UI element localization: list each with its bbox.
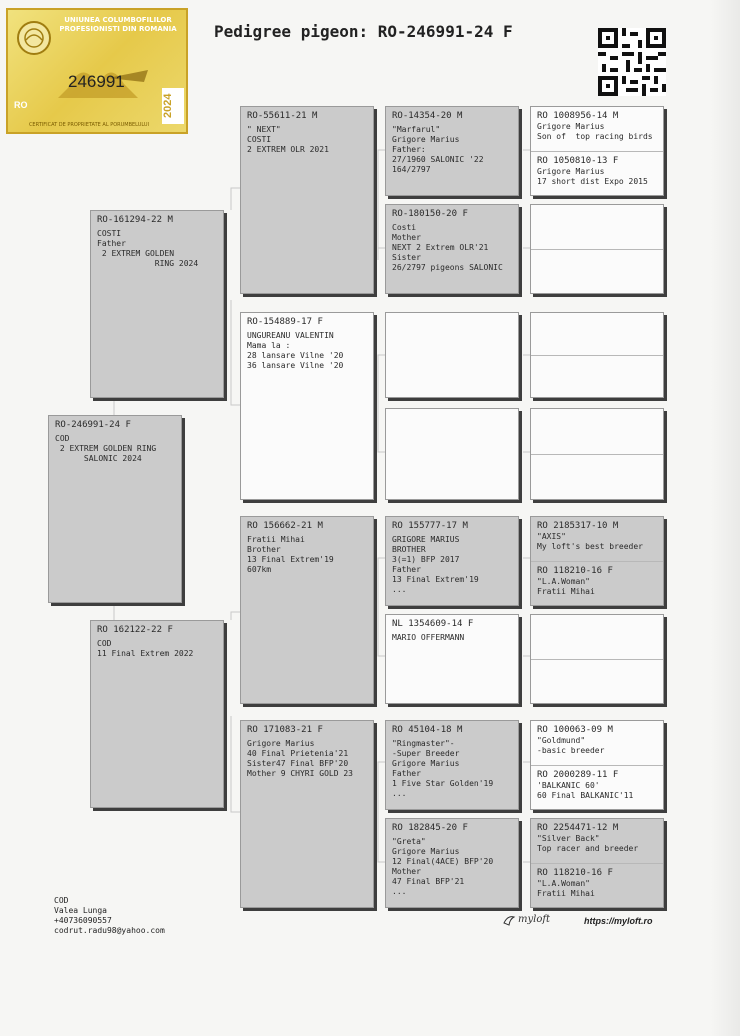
card-notes: "Greta" Grigore Marius 12 Final(4ACE) BFP'20 Mother 47 Final BFP'21 ... [392, 837, 494, 896]
myloft-brand: myloft [518, 914, 551, 925]
seal-year: 2024 [162, 88, 184, 124]
fifth-gen-card-pair[interactable] [530, 516, 664, 606]
ring-number: RO 100063-09 M [537, 725, 613, 735]
grandparent-card[interactable] [240, 720, 374, 908]
fifth-gen-card-pair[interactable] [530, 106, 664, 196]
qr-code-icon[interactable] [598, 28, 666, 96]
ancestor-entry[interactable] [531, 819, 663, 854]
ring-number [531, 313, 663, 321]
ring-number [531, 660, 663, 668]
card-notes: "AXIS" My loft's best breeder [537, 532, 643, 551]
ring-number: RO 118210-16 F [537, 566, 613, 576]
card-notes: UNGUREANU VALENTIN Mama la : 28 lansare Vilne '20 36 lansare Vilne '20 [247, 331, 344, 370]
fifth-gen-card-pair[interactable] [530, 408, 664, 500]
great-grandparent-card[interactable] [385, 720, 519, 810]
ring-number: RO-154889-17 F [247, 317, 323, 327]
great-grandparent-card[interactable] [385, 516, 519, 606]
ring-number: RO 156662-21 M [247, 521, 323, 531]
card-notes: Grigore Marius Son of top racing birds [537, 122, 653, 141]
ancestor-entry[interactable] [531, 151, 663, 187]
fifth-gen-card-pair[interactable] [530, 312, 664, 398]
ring-number: NL 1354609-14 F [392, 619, 474, 629]
ring-number: RO 155777-17 M [392, 521, 468, 531]
ring-number: RO 1008956-14 M [537, 111, 619, 121]
ancestor-entry[interactable] [531, 721, 663, 756]
ring-number [531, 409, 663, 417]
ring-number [386, 313, 518, 321]
seal-org-name: UNIUNEA COLUMBOFILILOR PROFESIONISTI DIN ROMANIA [59, 16, 177, 33]
ancestor-entry[interactable] [531, 249, 663, 258]
ring-number [531, 250, 663, 258]
fifth-gen-card-pair[interactable] [530, 204, 664, 294]
ancestor-entry[interactable] [531, 765, 663, 801]
ancestor-entry[interactable] [531, 561, 663, 597]
card-notes: "Ringmaster"- -Super Breeder Grigore Marius Father 1 Five Star Golden'19 ... [392, 739, 494, 798]
card-notes: COD 11 Final Extrem 2022 [97, 639, 194, 658]
card-notes: Grigore Marius 40 Final Prietenia'21 Sister47 Final BFP'20 Mother 9 CHYRI GOLD 23 [247, 739, 353, 778]
ancestor-entry[interactable] [531, 659, 663, 668]
dam-card[interactable] [90, 620, 224, 808]
great-grandparent-card[interactable] [385, 204, 519, 294]
card-notes: "Silver Back" Top racer and breeder [537, 834, 639, 853]
ancestor-entry[interactable] [531, 313, 663, 321]
card-notes: " NEXT" COSTI 2 EXTREM OLR 2021 [247, 125, 329, 154]
ring-number: RO-14354-20 M [392, 111, 463, 121]
card-notes: GRIGORE MARIUS BROTHER 3(=1) BFP 2017 Father 13 Final Extrem'19 ... [392, 535, 479, 594]
grandparent-card[interactable] [240, 312, 374, 500]
card-notes: "Goldmund" -basic breeder [537, 736, 605, 755]
ring-number: RO 45104-18 M [392, 725, 463, 735]
ancestor-entry[interactable] [531, 863, 663, 899]
great-grandparent-card[interactable] [385, 106, 519, 196]
ring-number: RO-246991-24 F [55, 420, 131, 430]
card-notes: "L.A.Woman" Fratii Mihai [537, 879, 595, 898]
card-notes: "Marfarul" Grigore Marius Father: 27/1960 SALONIC '22 164/2797 [392, 125, 484, 174]
grandparent-card[interactable] [240, 106, 374, 294]
card-notes: Costi Mother NEXT 2 Extrem OLR'21 Sister 26/2797 pigeons SALONIC [392, 223, 503, 272]
ring-number: RO 2185317-10 M [537, 521, 619, 531]
card-notes: "L.A.Woman" Fratii Mihai [537, 577, 595, 596]
page-title: Pedigree pigeon: RO-246991-24 F [214, 22, 513, 41]
ring-number: RO-55611-21 M [247, 111, 318, 121]
ancestor-entry[interactable] [531, 205, 663, 213]
ring-number: RO 171083-21 F [247, 725, 323, 735]
ring-number: RO-180150-20 F [392, 209, 468, 219]
card-notes: MARIO OFFERMANN [392, 633, 465, 642]
ancestor-entry[interactable] [531, 107, 663, 142]
ownership-certificate-seal [6, 8, 188, 134]
ring-number [531, 455, 663, 463]
seal-country-code: RO [14, 100, 28, 110]
myloft-logo-icon [502, 913, 516, 927]
card-notes: Fratii Mihai Brother 13 Final Extrem'19 607km [247, 535, 334, 574]
ancestor-entry[interactable] [531, 355, 663, 364]
ancestor-entry[interactable] [531, 615, 663, 623]
ancestor-entry[interactable] [531, 517, 663, 552]
ring-number [386, 409, 518, 417]
fifth-gen-card-pair[interactable] [530, 720, 664, 810]
ring-number: RO 2000289-11 F [537, 770, 619, 780]
card-notes: COD 2 EXTREM GOLDEN RING SALONIC 2024 [55, 434, 157, 463]
card-notes: Grigore Marius 17 short dist Expo 2015 [537, 167, 648, 186]
ring-number: RO 118210-16 F [537, 868, 613, 878]
seal-certificate-caption: CERTIFICAT DE PROPRIETATE AL PORUMBELULUI [28, 122, 150, 128]
card-notes: COSTI Father 2 EXTREM GOLDEN RING 2024 [97, 229, 199, 268]
great-grandparent-card[interactable] [385, 312, 519, 398]
ancestor-entry[interactable] [531, 454, 663, 463]
great-grandparent-card[interactable] [385, 818, 519, 908]
ancestor-entry[interactable] [531, 409, 663, 417]
ring-number: RO 162122-22 F [97, 625, 173, 635]
card-notes: 'BALKANIC 60' 60 Final BALKANIC'11 [537, 781, 634, 800]
ring-number [531, 615, 663, 623]
grandparent-card[interactable] [240, 516, 374, 704]
fifth-gen-card-pair[interactable] [530, 818, 664, 908]
great-grandparent-card[interactable] [385, 614, 519, 704]
seal-ring-number: 246991 [68, 72, 125, 91]
owner-contact: COD Valea Lunga +40736090557 codrut.radu98@yahoo.com [54, 896, 165, 935]
ring-number: RO 1050810-13 F [537, 156, 619, 166]
ring-number: RO-161294-22 M [97, 215, 173, 225]
fifth-gen-card-pair[interactable] [530, 614, 664, 704]
ring-number [531, 205, 663, 213]
ring-number: RO 2254471-12 M [537, 823, 619, 833]
ring-number [531, 356, 663, 364]
subject-pigeon-card[interactable] [48, 415, 182, 603]
great-grandparent-card[interactable] [385, 408, 519, 500]
ring-number: RO 182845-20 F [392, 823, 468, 833]
sire-card[interactable] [90, 210, 224, 398]
website-link[interactable]: https://myloft.ro [584, 916, 653, 926]
